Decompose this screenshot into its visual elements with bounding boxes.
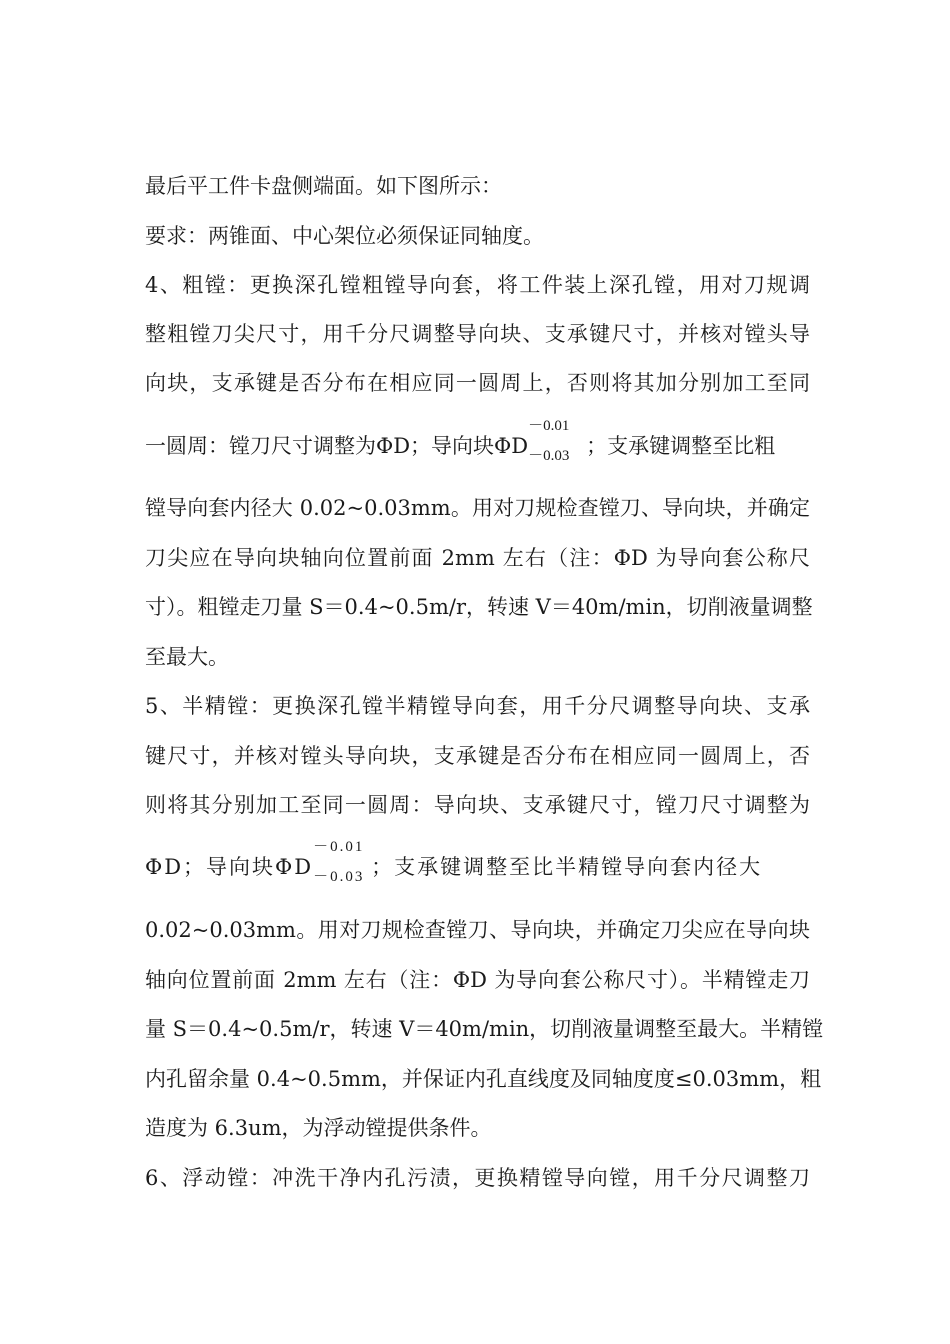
- text-line: 向块，支承键是否分布在相应同一圆周上，否则将其加分别加工至同: [145, 371, 810, 395]
- text-line: 6、浮动镗：冲洗干净内孔污渍，更换精镗导向镗，用千分尺调整刀: [145, 1166, 810, 1190]
- text-line: 则将其分别加工至同一圆周：导向块、支承键尺寸，镗刀尺寸调整为: [145, 793, 810, 817]
- text-line: 寸）。粗镗走刀量 S＝0.4~0.5m/r，转速 V＝40m/min，切削液量调整: [145, 595, 813, 619]
- text-line: 5、半精镗：更换深孔镗半精镗导向套，用千分尺调整导向块、支承: [145, 694, 810, 718]
- text-line: 要求：两锥面、中心架位必须保证同轴度。: [145, 224, 544, 248]
- tolerance: [528, 418, 586, 464]
- text-line: 镗导向套内径大 0.02~0.03mm。用对刀规检查镗刀、导向块，并确定: [145, 496, 810, 520]
- text-line: 4、粗镗：更换深孔镗粗镗导向套，将工件装上深孔镗，用对刀规调: [145, 273, 810, 297]
- text-line: 0.02~0.03mm。用对刀规检查镗刀、导向块，并确定刀尖应在导向块: [145, 918, 810, 942]
- text-segment: ΦD；导向块ΦD: [145, 855, 314, 879]
- text-line: 刀尖应在导向块轴向位置前面 2mm 左右（注：ΦD 为导向套公称尺: [145, 546, 810, 570]
- text-line: 内孔留余量 0.4~0.5mm，并保证内孔直线度及同轴度度≤0.03mm，粗: [145, 1067, 822, 1091]
- tolerance-lower: －0.03: [528, 448, 570, 464]
- text-line-with-tolerance: [145, 839, 810, 885]
- text-line: 造度为 6.3um，为浮动镗提供条件。: [145, 1116, 492, 1140]
- text-line: 最后平工件卡盘侧端面。如下图所示：: [145, 174, 502, 198]
- tolerance-upper: －0.01: [313, 839, 365, 855]
- text-line: 轴向位置前面 2mm 左右（注：ΦD 为导向套公称尺寸）。半精镗走刀: [145, 968, 810, 992]
- text-line-with-tolerance: [145, 418, 810, 464]
- tolerance-upper: －0.01: [528, 418, 570, 434]
- text-line: 至最大。: [145, 645, 229, 669]
- text-segment: ；支承键调整至比粗: [586, 434, 776, 458]
- text-segment: ；支承键调整至比半精镗导向套内径大: [371, 855, 763, 879]
- tolerance-lower: －0.03: [313, 869, 365, 885]
- text-line: 整粗镗刀尖尺寸，用千分尺调整导向块、支承键尺寸，并核对镗头导: [145, 322, 810, 346]
- text-line: 量 S＝0.4~0.5m/r，转速 V＝40m/min，切削液量调整至最大。半精镗: [145, 1017, 824, 1041]
- text-segment: 一圆周：镗刀尺寸调整为ΦD；导向块ΦD: [145, 434, 529, 458]
- tolerance: [313, 839, 371, 885]
- text-line: 键尺寸，并核对镗头导向块，支承键是否分布在相应同一圆周上，否: [145, 744, 810, 768]
